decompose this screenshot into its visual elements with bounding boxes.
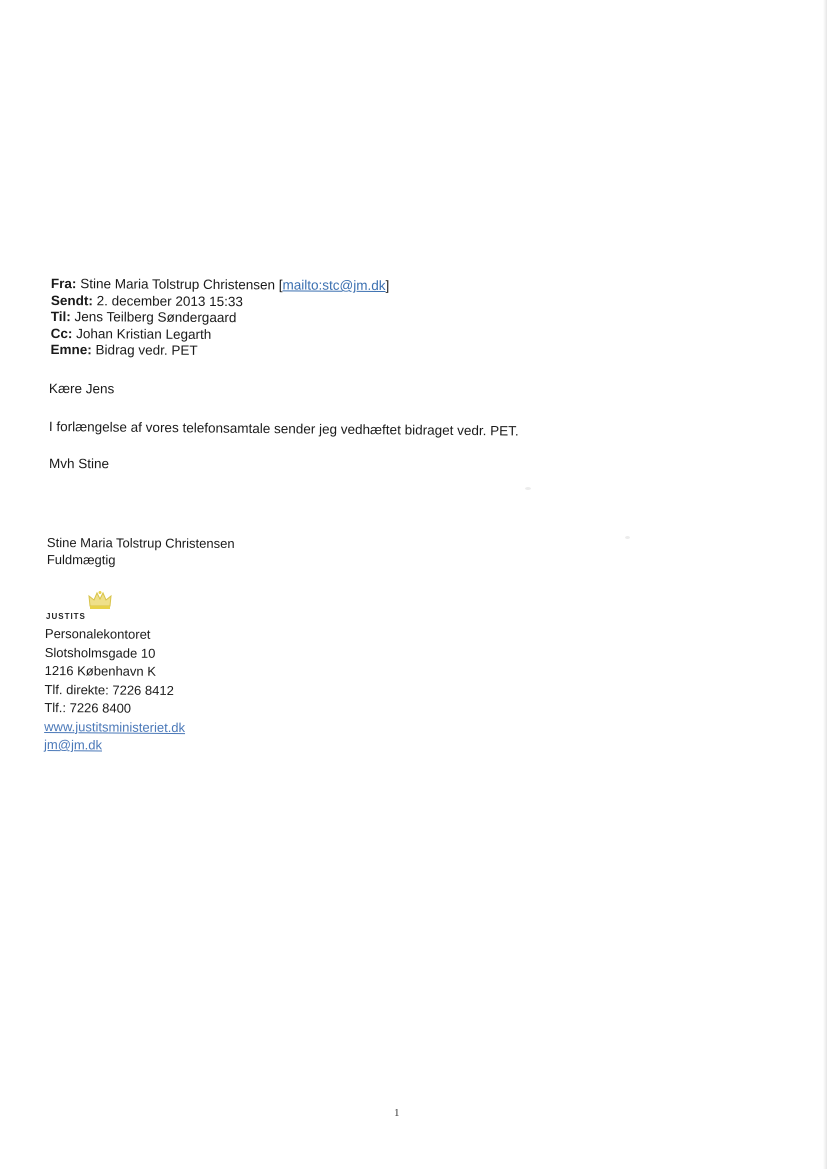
logo-wordmark: JUSTITS [46,612,86,621]
email-header [50,276,610,362]
header-from-suffix: ] [385,278,390,294]
signature-title: Fuldmægtig [46,551,116,568]
signature-name: Stine Maria Tolstrup Christensen [46,535,235,551]
header-subject-label: Emne: [50,341,92,358]
city-address: 1216 København K [44,662,157,679]
crown-icon [87,590,113,610]
header-subject-row [50,342,610,362]
email-signoff: Mvh Stine [48,456,110,472]
department-name: Personalekontoret [44,625,151,642]
ministry-logo [45,590,165,622]
header-subject-value: Bidrag vedr. PET [95,342,198,358]
page-number: 1 [394,1107,400,1119]
website-link[interactable]: www.justitsministeriet.dk [44,718,186,735]
header-sent-label: Sendt: [50,292,93,308]
email-paragraph: I forlængelse af vores telefonsamtale sender jeg vedhæftet bidraget vedr. PET. [48,419,519,439]
ministry-email-link[interactable]: jm@jm.dk [44,736,103,753]
header-cc-value: Johan Kristian Legarth [76,325,212,342]
header-sent-value: 2. december 2013 15:33 [96,292,244,309]
phone-main: Tlf.: 7226 8400 [44,699,132,716]
sender-mailto-link[interactable]: mailto:stc@jm.dk [282,277,386,294]
header-from-value: Stine Maria Tolstrup Christensen [ [80,276,283,293]
street-address: Slotsholmsgade 10 [44,644,156,661]
email-greeting: Kære Jens [48,381,115,397]
scan-smudge [525,487,531,490]
scan-edge-shadow [823,0,827,1169]
header-to-label: Til: [50,308,71,325]
scan-smudge [625,536,630,539]
header-to-value: Jens Teilberg Søndergaard [74,309,237,326]
contact-block [44,625,186,756]
phone-direct: Tlf. direkte: 7226 8412 [44,681,174,698]
header-from-label: Fra: [50,276,77,292]
header-cc-label: Cc: [50,325,73,341]
signature-block [47,534,235,569]
